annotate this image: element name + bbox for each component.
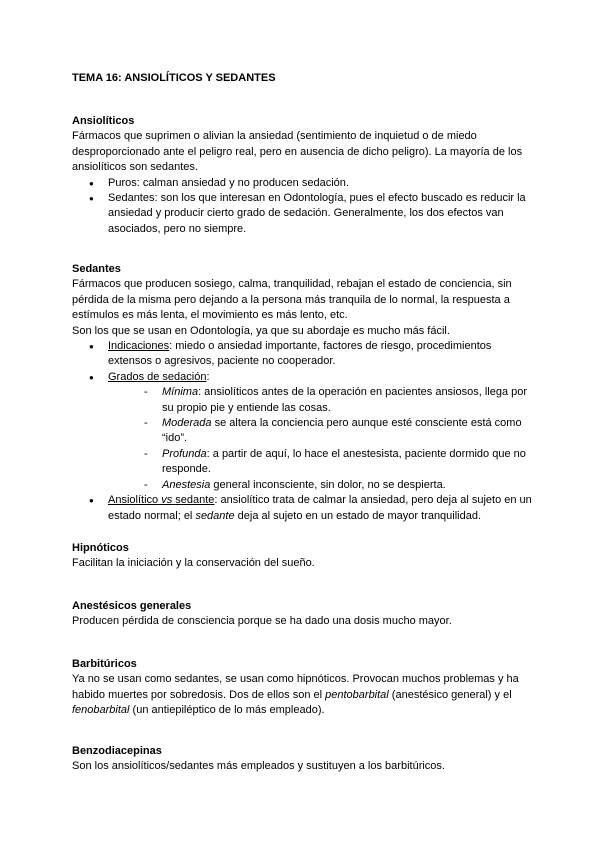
grado-text: general inconsciente, sin dolor, no se despierta. xyxy=(210,478,446,491)
list-sedantes xyxy=(72,339,532,524)
grado-name: Anestesia xyxy=(162,478,211,491)
heading-barbituricos: Barbitúricos xyxy=(72,658,137,670)
vs-a: Ansiolítico xyxy=(108,494,159,507)
barbituricos-text3: (un antiepiléptico de lo más empleado). xyxy=(129,704,325,717)
vs-b: sedante xyxy=(175,494,215,507)
grado-name: Profunda xyxy=(162,447,207,460)
section-hipnoticos xyxy=(72,541,532,572)
list-item: ● Puros: calman ansiedad y no producen sedación. xyxy=(72,176,532,191)
paragraph-sedantes-intro2: Son los que se usan en Odontología, ya que su abordaje es mucho más fácil. xyxy=(72,324,450,337)
drug-pentobarbital: pentobarbital xyxy=(325,688,389,701)
paragraph-anestesicos: Producen pérdida de consciencia porque se ha dado una dosis mucho mayor. xyxy=(72,615,452,628)
list-item-grado xyxy=(108,416,532,447)
list-grados xyxy=(108,385,532,493)
vs-italic: sedante xyxy=(195,509,235,522)
list-ansioliticos xyxy=(72,176,532,238)
paragraph-hipnoticos: Facilitan la iniciación y la conservación del sueño. xyxy=(72,557,315,570)
indicaciones-label: Indicaciones xyxy=(108,340,170,353)
grado-text: se altera la conciencia pero aunque esté consciente está como “ido”. xyxy=(162,417,522,445)
heading-hipnoticos: Hipnóticos xyxy=(72,542,129,554)
heading-sedantes: Sedantes xyxy=(72,263,121,275)
section-sedantes xyxy=(72,262,532,524)
heading-ansioliticos: Ansiolíticos xyxy=(72,115,135,127)
paragraph-benzodiacepinas: Son los ansiolíticos/sedantes más empleados y sustituyen a los barbitúricos. xyxy=(72,760,445,773)
grados-label: Grados de sedación xyxy=(108,370,207,383)
list-item-vs xyxy=(72,493,532,524)
vs-text1: : ansiolítico trata de calmar la ansiedad, pero deja al sujeto en un estado normal; el xyxy=(108,494,532,522)
barbituricos-text2: (anestésico general) y el xyxy=(388,688,512,701)
drug-fenobarbital: fenobarbital xyxy=(72,704,130,717)
heading-anestesicos: Anestésicos generales xyxy=(72,600,192,612)
grado-text: : ansiolíticos antes de la operación en pacientes ansiosos, llega por su propio pie y entiende las cosas. xyxy=(162,386,528,414)
paragraph-ansioliticos-intro: Fármacos que suprimen o alivian la ansiedad (sentimiento de inquietud o de miedo desproporcionado ante el peligro real, pero en ausencia de dicho peligro). La mayoría de los ansiolíticos son sedantes. xyxy=(72,130,523,174)
grado-name: Moderada xyxy=(162,417,212,430)
paragraph-sedantes-intro: Fármacos que producen sosiego, calma, tranquilidad, rebajan el estado de conciencia, sin pérdida de la misma pero dejando a la persona más tranquila de lo normal, la respuesta a estímulos es más lenta, el movimiento es más lento, etc. xyxy=(72,278,512,322)
grado-name: Mínima xyxy=(162,386,199,399)
vs-label xyxy=(108,494,214,506)
section-ansioliticos xyxy=(72,114,532,237)
indicaciones-text: : miedo o ansiedad importante, factores de riesgo, procedimientos extensos o agresivos, paciente no cooperador. xyxy=(108,340,492,368)
grado-text: : a partir de aquí, lo hace el anestesista, paciente dormido que no responde. xyxy=(162,447,526,476)
list-item-grado xyxy=(108,385,532,416)
list-item-grados xyxy=(72,370,532,493)
list-item-grado xyxy=(108,447,532,478)
section-benzodiacepinas xyxy=(72,744,532,775)
list-item: ● Sedantes: son los que interesan en Odontología, pues el efecto buscado es reducir la ansiedad y producir cierto grado de sedación. Generalmente, los dos efectos van asociados, pero no siempre. xyxy=(72,191,532,237)
page-title: TEMA 16: ANSIOLÍTICOS Y SEDANTES xyxy=(72,72,276,84)
heading-benzodiacepinas: Benzodiacepinas xyxy=(72,745,162,757)
vs-mid: vs xyxy=(161,494,173,507)
list-item-indicaciones xyxy=(72,339,532,370)
barbituricos-text1: Ya no se usan como sedantes, se usan como hipnóticos. Provocan muchos problemas y ha habido muertes por sobredosis. Dos de ellos son el xyxy=(72,673,519,701)
paragraph-barbituricos xyxy=(72,672,532,718)
grados-colon: : xyxy=(206,370,210,383)
section-barbituricos xyxy=(72,657,532,719)
vs-text2: deja al sujeto en un estado de mayor tranquilidad. xyxy=(234,509,482,522)
list-item-grado xyxy=(108,478,532,493)
section-anestesicos xyxy=(72,599,532,630)
